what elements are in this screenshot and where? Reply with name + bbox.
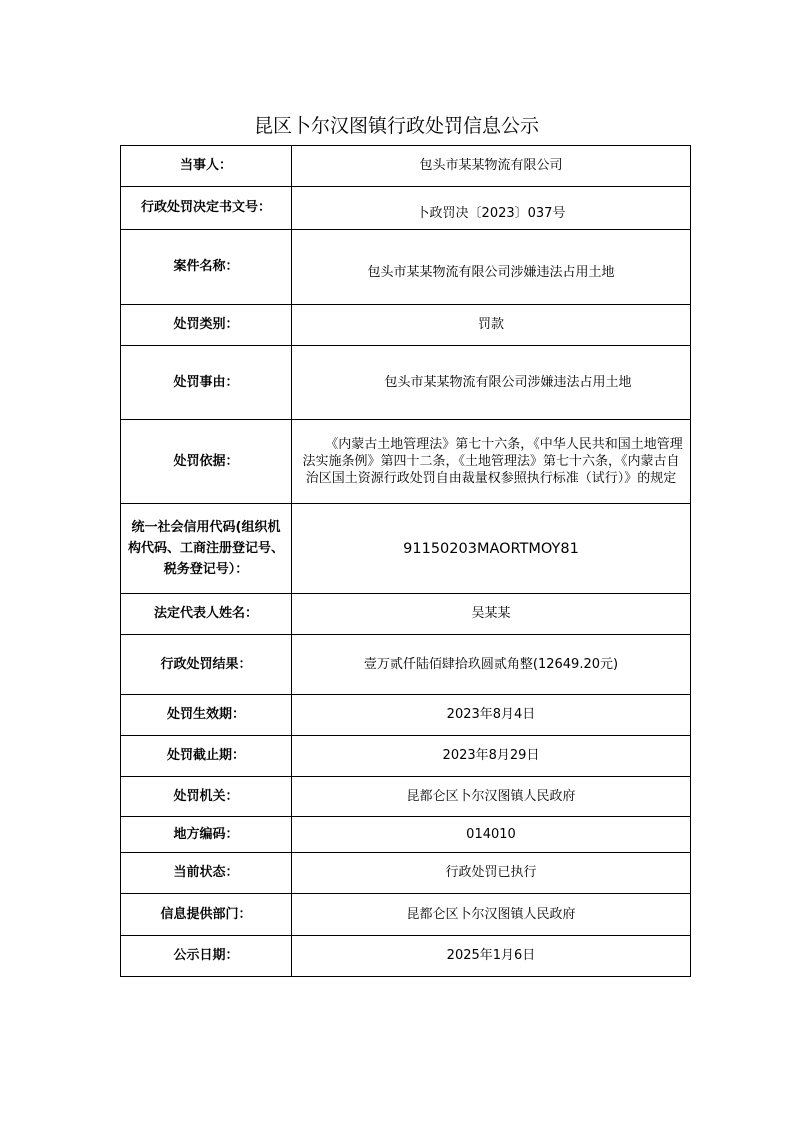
row-label: 地方编码： (121, 817, 292, 853)
row-label: 处罚依据： (121, 420, 292, 504)
table-row (121, 936, 691, 977)
table-row (121, 346, 691, 420)
row-value-text: 卜政罚决〔2023〕037号 (416, 206, 566, 221)
table-row (121, 187, 691, 230)
row-value: 2025年1月6日 (292, 936, 691, 977)
row-label: 当事人： (121, 146, 292, 187)
table-row (121, 504, 691, 594)
row-value: 吴某某 (292, 594, 691, 635)
row-value: 壹万贰仟陆佰肆拾玖圆贰角整(12649.20元) (292, 635, 691, 695)
row-value: 罚款 (292, 305, 691, 346)
row-value (292, 230, 691, 305)
row-label: 处罚事由： (121, 346, 292, 420)
table-row (121, 230, 691, 305)
row-label: 行政处罚决定书文号： (121, 187, 292, 230)
row-label: 处罚截止期： (121, 736, 292, 777)
row-value-text: 包头市某某物流有限公司涉嫌违法占用土地 (367, 265, 615, 280)
row-value: 91150203MAORTMOY81 (292, 504, 691, 594)
row-label: 处罚生效期： (121, 695, 292, 736)
row-label: 公示日期： (121, 936, 292, 977)
table-row (121, 420, 691, 504)
table-row (121, 695, 691, 736)
row-label: 处罚机关： (121, 777, 292, 817)
row-value: 包头市某某物流有限公司 (292, 146, 691, 187)
row-value: 昆都仑区卜尔汉图镇人民政府 (292, 777, 691, 817)
row-label: 法定代表人姓名： (121, 594, 292, 635)
row-value: 《内蒙古土地管理法》第七十六条，《中华人民共和国土地管理法实施条例》第四十二条，《土地管理法》第七十六条，《内蒙古自治区国土资源行政处罚自由裁量权参照执行标准（试行）》的规定 (292, 420, 691, 504)
row-value (292, 187, 691, 230)
row-value: 昆都仑区卜尔汉图镇人民政府 (292, 894, 691, 936)
table-row (121, 305, 691, 346)
row-label: 当前状态： (121, 853, 292, 894)
row-label: 处罚类别： (121, 305, 292, 346)
table-row (121, 594, 691, 635)
row-value: 行政处罚已执行 (292, 853, 691, 894)
penalty-info-table (120, 145, 691, 977)
table-row (121, 635, 691, 695)
page-title: 昆区卜尔汉图镇行政处罚信息公示 (253, 115, 539, 137)
row-value: 2023年8月4日 (292, 695, 691, 736)
row-value: 包头市某某物流有限公司涉嫌违法占用土地 (292, 346, 691, 420)
row-label: 行政处罚结果： (121, 635, 292, 695)
row-label: 案件名称： (121, 230, 292, 305)
table-row (121, 853, 691, 894)
row-value: 014010 (292, 817, 691, 853)
row-value: 2023年8月29日 (292, 736, 691, 777)
table-row (121, 894, 691, 936)
row-label: 统一社会信用代码(组织机构代码、工商注册登记号、税务登记号）： (121, 504, 292, 594)
table-row (121, 817, 691, 853)
row-label: 信息提供部门： (121, 894, 292, 936)
table-row (121, 777, 691, 817)
table-row (121, 146, 691, 187)
table-row (121, 736, 691, 777)
